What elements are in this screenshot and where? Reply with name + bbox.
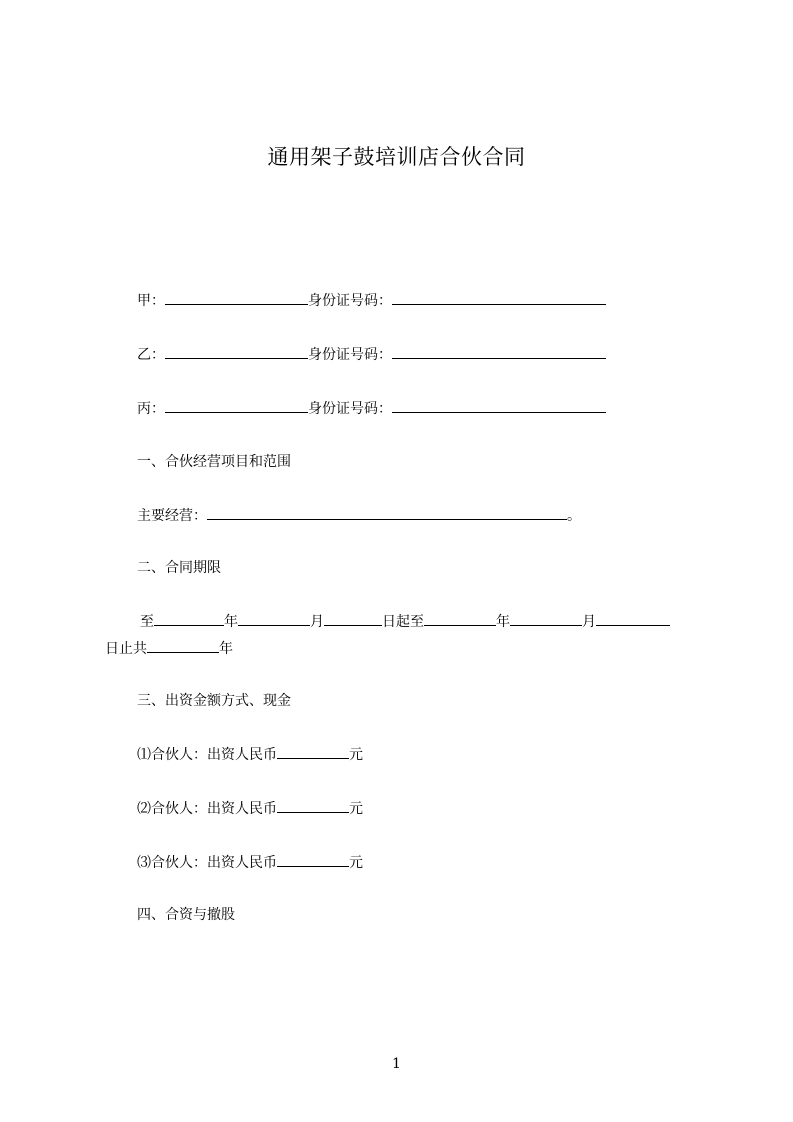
term-text: 日止共 xyxy=(105,641,147,657)
party-line-yi xyxy=(137,344,606,365)
term-blank xyxy=(596,611,670,626)
name-blank xyxy=(165,344,308,359)
section-heading: 二、合同期限 xyxy=(137,560,221,576)
amount-blank xyxy=(277,798,349,813)
term-text: 年 xyxy=(224,614,238,630)
main-business-line xyxy=(137,505,581,526)
term-blank xyxy=(147,638,219,653)
id-label: 身份证号码： xyxy=(308,401,392,417)
investment-line xyxy=(137,798,363,819)
main-business-label: 主要经营： xyxy=(137,508,207,524)
investment-prefix: ⑶合伙人：出资人民币 xyxy=(137,855,277,871)
main-business-end: 。 xyxy=(567,508,581,524)
party-line-bing xyxy=(137,398,606,419)
party-label: 丙： xyxy=(137,401,165,417)
investment-line xyxy=(137,744,363,765)
party-line-jia xyxy=(137,290,606,311)
term-text: 年 xyxy=(219,641,233,657)
document-title: 通用架子鼓培训店合伙合同 xyxy=(267,145,526,169)
term-blank xyxy=(510,611,582,626)
party-label: 甲： xyxy=(137,293,165,309)
investment-suffix: 元 xyxy=(349,855,363,871)
term-line-1 xyxy=(140,611,670,632)
party-label: 乙： xyxy=(137,347,165,363)
id-blank xyxy=(392,398,606,413)
term-blank xyxy=(324,611,382,626)
amount-blank xyxy=(277,852,349,867)
term-blank xyxy=(238,611,310,626)
name-blank xyxy=(165,290,308,305)
section-heading: 四、合资与撤股 xyxy=(137,907,235,923)
term-text: 月 xyxy=(310,614,324,630)
id-label: 身份证号码： xyxy=(308,293,392,309)
id-blank xyxy=(392,290,606,305)
name-blank xyxy=(165,398,308,413)
main-business-blank xyxy=(207,505,567,520)
section-heading: 三、出资金额方式、现金 xyxy=(137,693,291,709)
investment-suffix: 元 xyxy=(349,801,363,817)
investment-prefix: ⑵合伙人：出资人民币 xyxy=(137,801,277,817)
id-blank xyxy=(392,344,606,359)
term-text: 日起至 xyxy=(382,614,424,630)
term-text: 月 xyxy=(582,614,596,630)
amount-blank xyxy=(277,744,349,759)
term-line-2 xyxy=(105,638,233,659)
term-text: 年 xyxy=(496,614,510,630)
term-text: 至 xyxy=(140,614,154,630)
term-blank xyxy=(424,611,496,626)
investment-suffix: 元 xyxy=(349,747,363,763)
section-heading: 一、合伙经营项目和范围 xyxy=(137,454,291,470)
investment-line xyxy=(137,852,363,873)
term-blank xyxy=(154,611,224,626)
investment-prefix: ⑴合伙人：出资人民币 xyxy=(137,747,277,763)
page-number: 1 xyxy=(392,1056,401,1072)
id-label: 身份证号码： xyxy=(308,347,392,363)
